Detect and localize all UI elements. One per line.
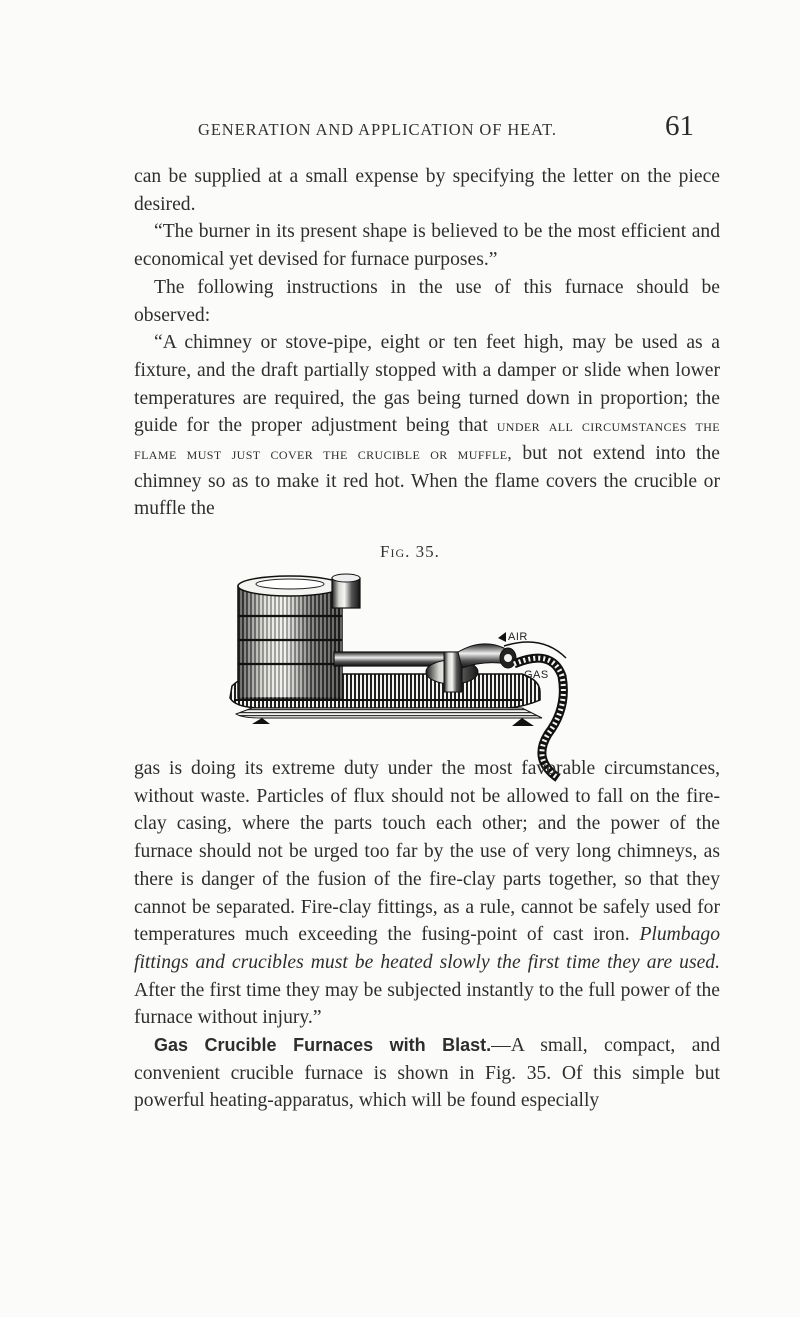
page-number: 61 xyxy=(665,110,694,142)
running-head: GENERATION AND APPLICATION OF HEAT. xyxy=(198,120,557,139)
paragraph-text: “A chimney or stove-pipe, eight or ten feet high, may be used as a fixture, and the draft partially stopped with a damper or slide when lower temperatures are required, the gas being turned down in proportion; the guide for the proper adjustment being that xyxy=(134,332,720,437)
paragraph-text: gas is doing its extreme duty under the most favorable circumstances, without waste. Particles of flux should not be allowed to fall on the fire-clay casing, where the parts touch each other; and the power of the furnace should not be urged too far by the use of very long chimneys, as there is danger of the fusion of the fire-clay parts together, so that they cannot be separated. Fire-clay fittings, as a rule, cannot be safely used for temperatures much exceeding the fusing-point of cast iron. xyxy=(134,758,720,946)
paragraph-text: —A small, compact, and convenient crucible furnace is shown in Fig. 35. Of this simple but powerful heating-apparatus, which will be found especially xyxy=(134,1035,720,1112)
paragraph xyxy=(134,755,720,1032)
figure-caption: Fig. 35. xyxy=(380,542,440,561)
crucible-cylinder xyxy=(238,574,360,698)
paragraph xyxy=(134,1032,720,1115)
gas-label: GAS xyxy=(524,669,549,681)
air-label: AIR xyxy=(508,631,528,643)
page-header xyxy=(120,112,720,152)
figure-crucible-furnace xyxy=(222,568,718,784)
paragraph-text: After the first time they may be subjected instantly to the full power of the furnace without injury.” xyxy=(134,979,720,1029)
italic-text: Plumbago fittings and crucibles must be heated slowly the first time they are used. xyxy=(134,924,720,973)
small-caps-text: under all circumstances the flame must just cover the crucible or muffle, xyxy=(134,416,720,464)
paragraph-text: but not extend into the chimney so as to make it red hot. When the flame covers the crucible or muffle the xyxy=(134,443,720,520)
furnace-illustration xyxy=(222,568,718,784)
paragraph: “The burner in its present shape is believed to be the most efficient and economical yet devised for furnace purposes.” xyxy=(134,221,720,271)
text-block-lower xyxy=(134,755,720,1115)
paragraph: The following instructions in the use of this furnace should be observed: xyxy=(134,276,720,326)
text-block-upper xyxy=(134,163,720,523)
paragraph: can be supplied at a small expense by specifying the letter on the piece desired. xyxy=(134,166,720,215)
paragraph xyxy=(134,329,720,523)
section-run-in-heading: Gas Crucible Furnaces with Blast. xyxy=(154,1035,492,1056)
air-arrow-icon xyxy=(498,632,506,642)
